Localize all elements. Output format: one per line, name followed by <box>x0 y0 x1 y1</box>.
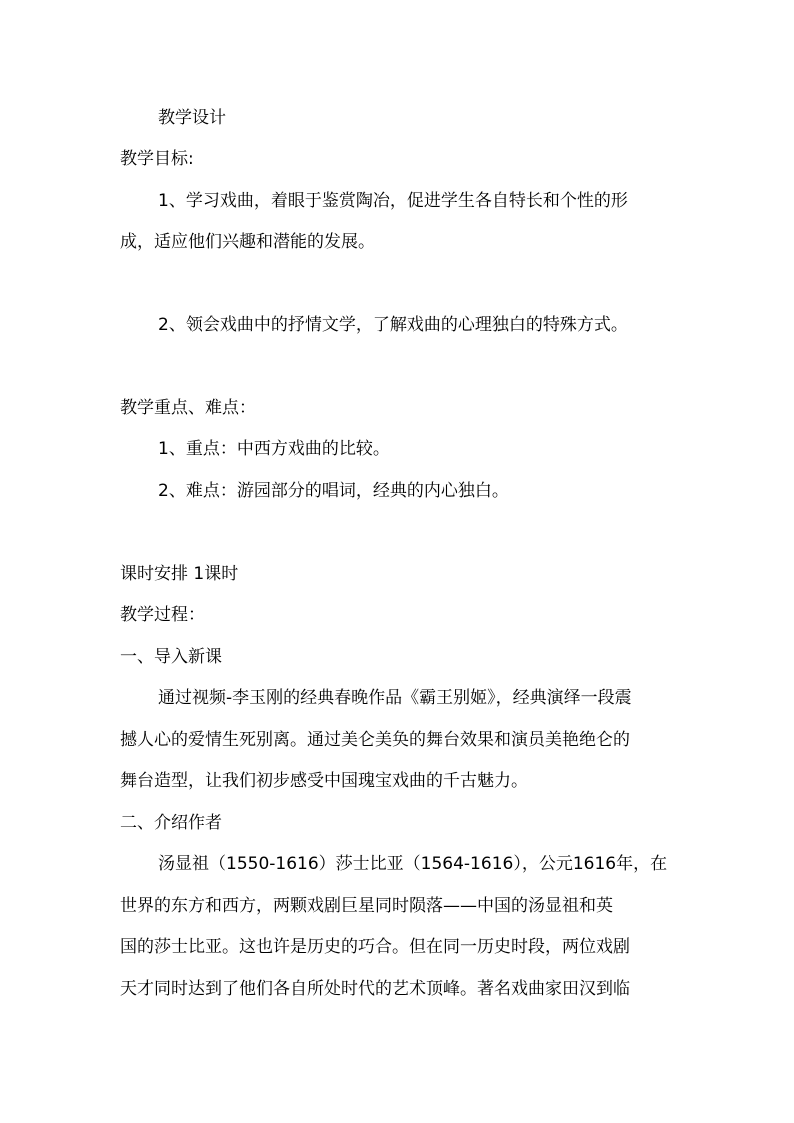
author-paragraph-line-2: 世界的东方和西方，两颗戏剧巨星同时陨落——中国的汤显祖和英 <box>120 896 613 916</box>
intro-paragraph-line-3: 舞台造型，让我们初步感受中国瑰宝戏曲的千古魅力。 <box>120 771 528 791</box>
author-paragraph-line-4: 天才同时达到了他们各自所处时代的艺术顶峰。著名戏曲家田汉到临 <box>120 979 630 999</box>
intro-paragraph-line-2: 撼人心的爱情生死别离。通过美仑美奂的舞台效果和演员美艳绝仑的 <box>120 730 630 750</box>
doc-title: 教学设计 <box>158 108 226 128</box>
key-point-1: 1、重点：中西方戏曲的比较。 <box>158 439 390 459</box>
section-heading-key-points: 教学重点、难点： <box>120 398 256 418</box>
objective-2: 2、领会戏曲中的抒情文学，了解戏曲的心理独白的特殊方式。 <box>158 315 628 335</box>
subsection-heading-intro: 一、导入新课 <box>120 647 222 667</box>
objective-1-line-1: 1、学习戏曲，着眼于鉴赏陶冶，促进学生各自特长和个性的形 <box>158 191 628 211</box>
author-paragraph-line-3: 国的莎士比亚。这也许是历史的巧合。但在同一历史时段，两位戏剧 <box>120 937 630 957</box>
subsection-heading-author: 二、介绍作者 <box>120 813 222 833</box>
class-schedule: 课时安排 1课时 <box>120 564 239 584</box>
section-heading-objectives: 教学目标: <box>120 149 194 169</box>
objective-1-line-2: 成，适应他们兴趣和潜能的发展。 <box>120 232 375 252</box>
intro-paragraph-line-1: 通过视频-李玉刚的经典春晚作品《霸王别姬》，经典演绎一段震 <box>158 688 632 708</box>
section-heading-process: 教学过程： <box>120 605 205 625</box>
author-paragraph-line-1: 汤显祖（1550-1616）莎士比亚（1564-1616），公元1616年，在 <box>158 854 668 874</box>
key-point-2: 2、难点：游园部分的唱词，经典的内心独白。 <box>158 481 509 501</box>
